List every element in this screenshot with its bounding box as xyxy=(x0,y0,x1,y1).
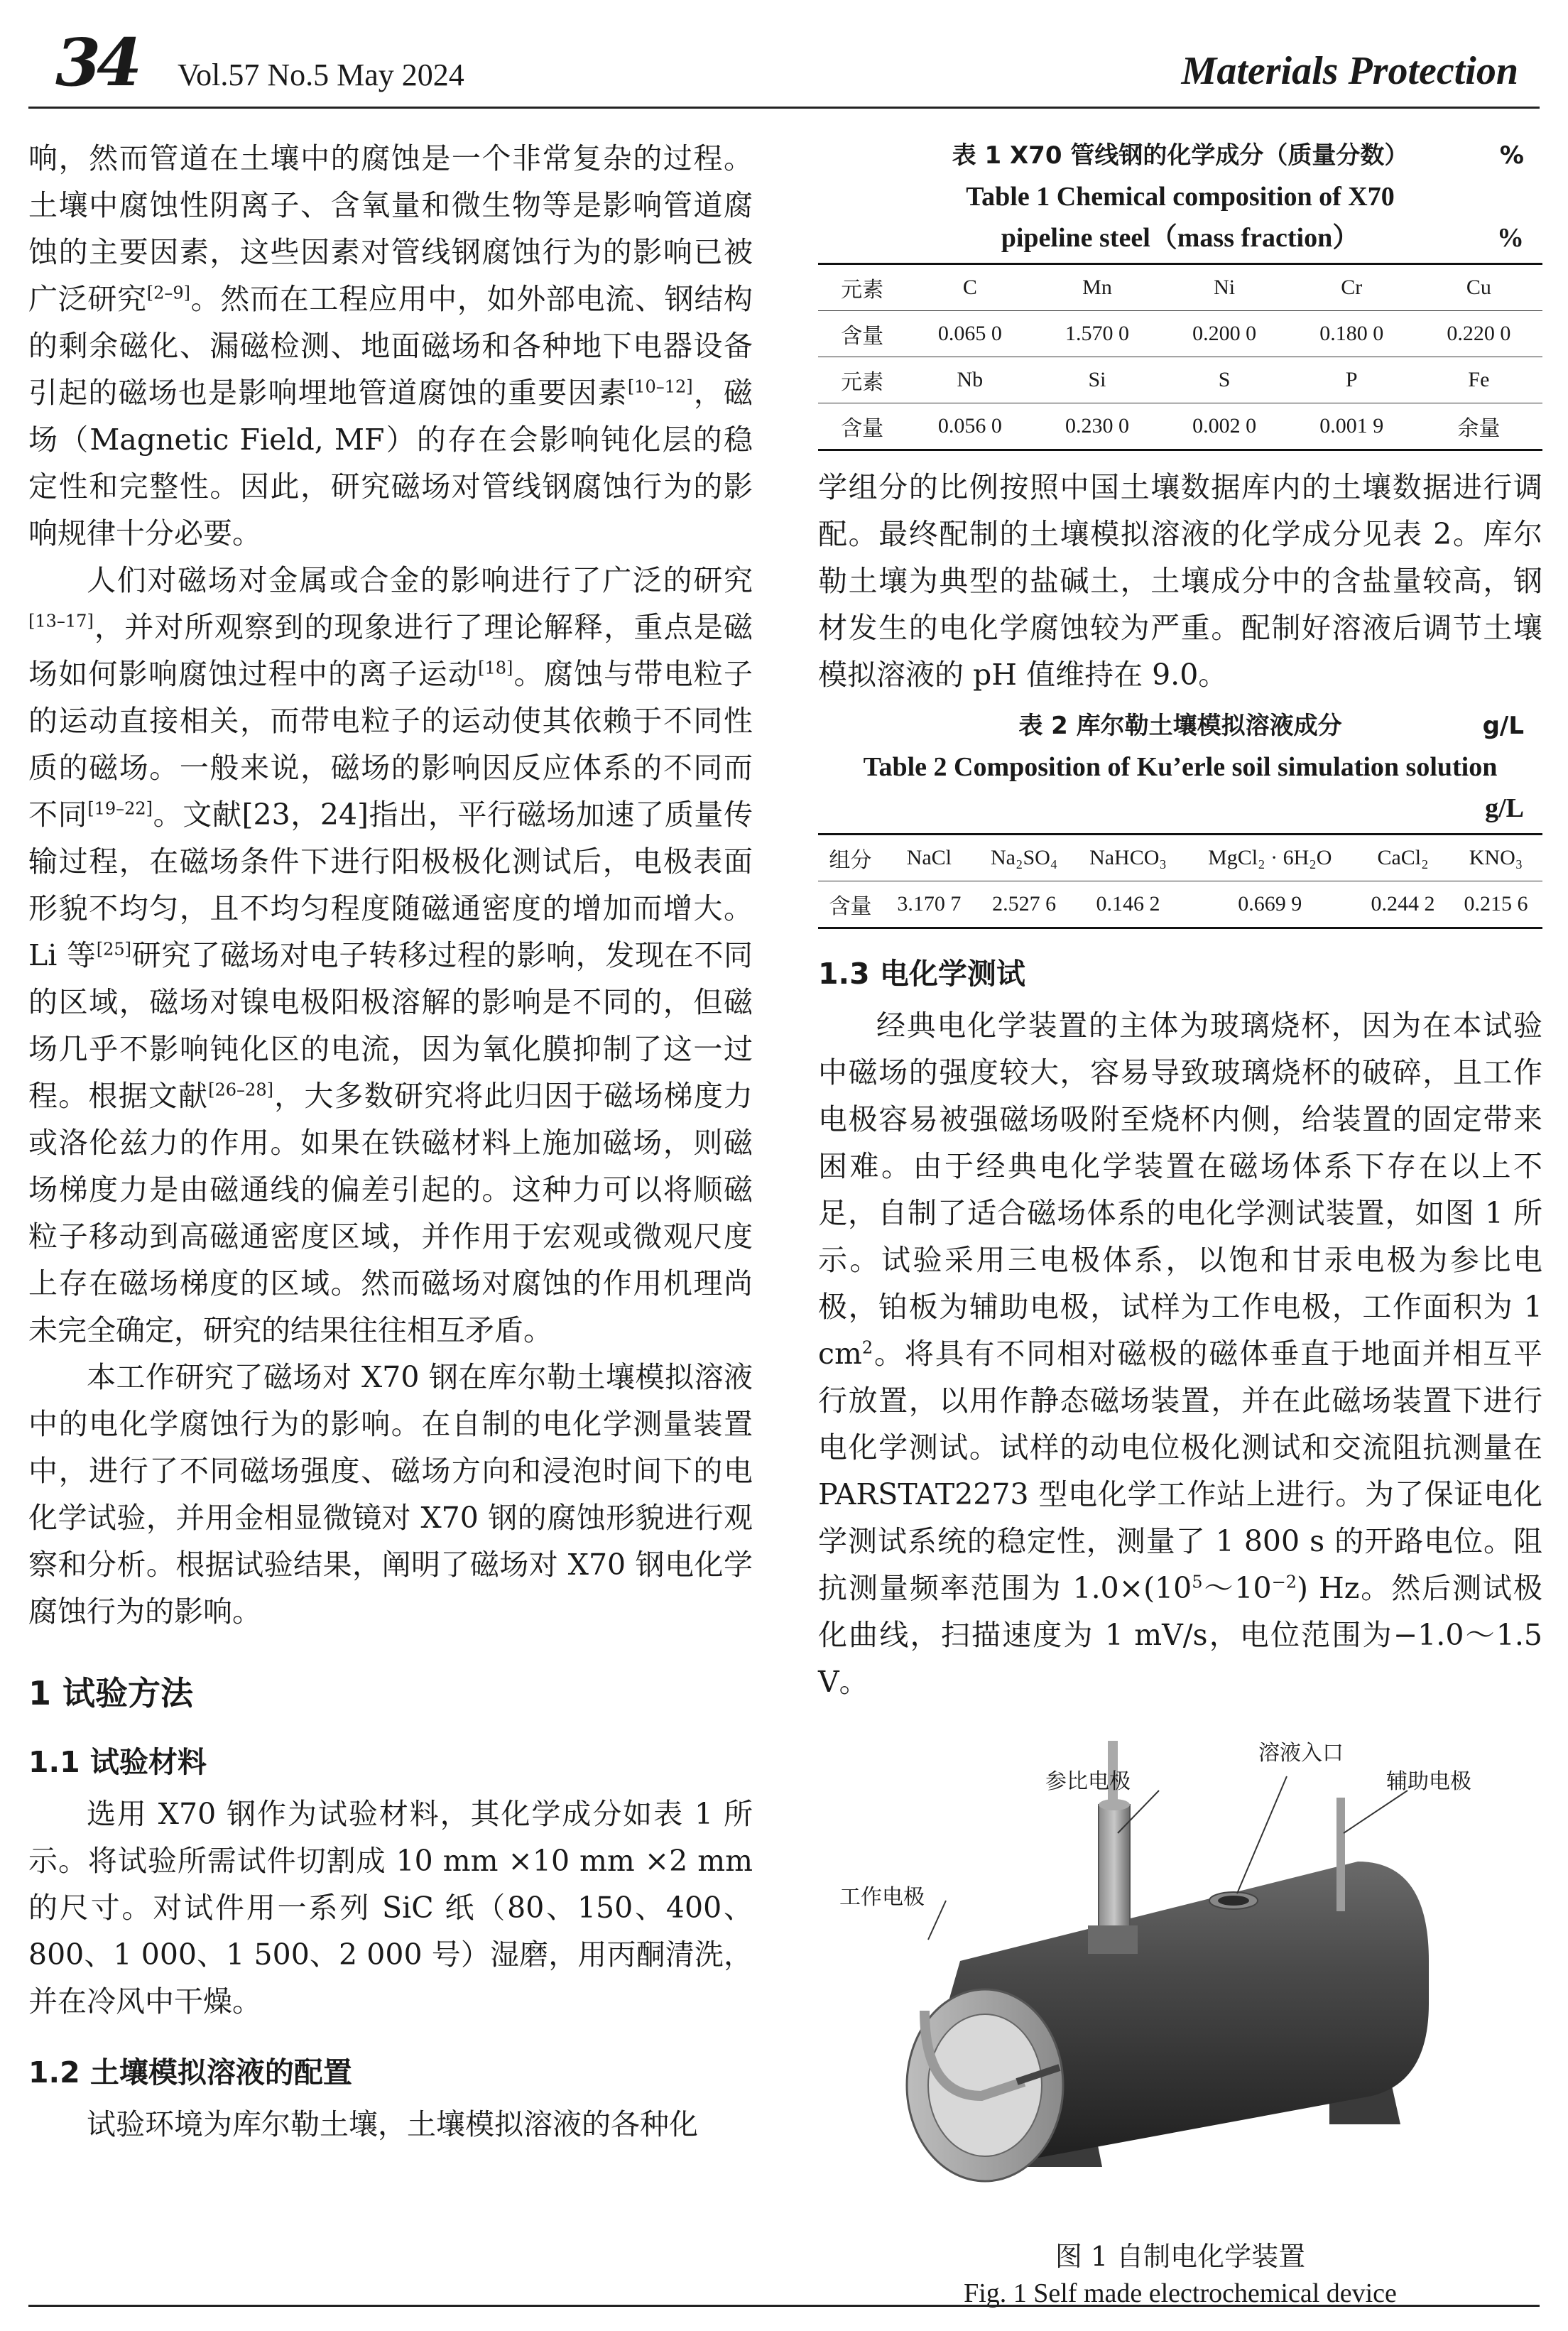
table-cell: Fe xyxy=(1415,357,1542,403)
paragraph-solution: 试验环境为库尔勒土壤，土壤模拟溶液的各种化 xyxy=(87,2107,698,2141)
citation: [10–12] xyxy=(627,376,693,397)
table-cell: NaHCO₃ xyxy=(1072,835,1183,881)
figure-1-caption-en: Fig. 1 Self made electrochemical device xyxy=(964,2278,1397,2308)
table-2-unit: g/L xyxy=(1485,793,1524,823)
figure-1 xyxy=(818,1727,1542,2238)
table-cell: Ni xyxy=(1161,264,1288,311)
table-cell: 0.002 0 xyxy=(1161,403,1288,450)
subsection-heading: 1.3 电化学测试 xyxy=(818,957,1025,991)
table-cell: P xyxy=(1288,357,1415,403)
label-working-electrode: 工作电极 xyxy=(839,1885,925,1910)
table-cell: Na₂SO₄ xyxy=(976,835,1073,881)
table-cell: 余量 xyxy=(1415,403,1542,450)
table-1 xyxy=(818,135,1542,451)
table-cell: Si xyxy=(1033,357,1160,403)
subsection-heading: 1.2 土壤模拟溶液的配置 xyxy=(28,2055,352,2090)
table-2-grid xyxy=(818,833,1542,929)
table-cell: 0.065 0 xyxy=(906,311,1033,357)
citation: [18] xyxy=(478,658,513,678)
table-cell: S xyxy=(1161,357,1288,403)
table-cell: Nb xyxy=(906,357,1033,403)
right-column xyxy=(818,135,1542,2312)
label-solution-inlet: 溶液入口 xyxy=(1258,1741,1344,1766)
table-2 xyxy=(818,705,1542,929)
table-cell: 2.527 6 xyxy=(976,881,1073,928)
table-cell: Mn xyxy=(1033,264,1160,311)
table-cell: 含量 xyxy=(818,881,883,928)
table-cell: Cr xyxy=(1288,264,1415,311)
reference-electrode xyxy=(1099,1805,1130,1933)
paragraph-objective: 本工作研究了磁场对 X70 钢在库尔勒土壤模拟溶液中的电化学腐蚀行为的影响。在自制的电化学测量装置中，进行了不同磁场强度、磁场方向和浸泡时间下的电化学试验，并用金相显微镜对 X70 钢的腐蚀形貌进行观察和分析。根据试验结果，阐明了磁场对 X70 钢电化学腐蚀行为的影响。 xyxy=(28,1360,753,1629)
section-heading: 1 试验方法 xyxy=(28,1674,194,1712)
paragraph-solution-continued: 学组分的比例按照中国土壤数据库内的土壤数据进行调配。最终配制的土壤模拟溶液的化学成分见表 2。库尔勒土壤为典型的盐碱土，土壤成分中的含盐量较高，钢材发生的电化学腐蚀较为严重。配制好溶液后调节土壤模拟溶液的 pH 值维持在 9.0。 xyxy=(818,470,1542,692)
journal-name: Materials Protection xyxy=(1181,49,1518,93)
table-1-caption-en-2: pipeline steel（mass fraction） % xyxy=(1001,223,1524,253)
paragraph-intro-continued: 响，然而管道在土壤中的腐蚀是一个非常复杂的过程。土壤中腐蚀性阴离子、含氧量和微生物等是影响管道腐蚀的主要因素，这些因素对管线钢腐蚀行为的影响已被广泛研究[2–9]。然而在工程应用中，如外部电流、钢结构的剩余磁化、漏磁检测、地面磁场和各种地下电器设备引起的磁场也是影响埋地管道腐蚀的重要因素[10–12]，磁场（Magnetic Field, MF）的存在会影响钝化层的稳定性和完整性。因此，研究磁场对管线钢腐蚀行为的影响规律十分必要。 xyxy=(28,141,753,550)
table-cell: 含量 xyxy=(818,403,906,450)
table-cell: Cu xyxy=(1415,264,1542,311)
volume-info: Vol.57 No.5 May 2024 xyxy=(178,58,464,92)
table-cell: 1.570 0 xyxy=(1033,311,1160,357)
table-cell: 0.001 9 xyxy=(1288,403,1415,450)
table-1-grid xyxy=(818,263,1542,451)
table-cell: 0.180 0 xyxy=(1288,311,1415,357)
page-header xyxy=(0,0,1568,107)
table-cell: 0.215 6 xyxy=(1449,881,1542,928)
table-cell: 0.056 0 xyxy=(906,403,1033,450)
table-2-caption-cn: 表 2 库尔勒土壤模拟溶液成分 g/L xyxy=(1018,712,1524,740)
table-cell: 0.146 2 xyxy=(1072,881,1183,928)
table-cell: C xyxy=(906,264,1033,311)
table-2-caption-en: Table 2 Composition of Ku’erle soil simulation solution xyxy=(863,752,1498,782)
table-cell: 0.220 0 xyxy=(1415,311,1542,357)
citation: [13–17] xyxy=(28,611,94,631)
citation: [25] xyxy=(96,939,131,960)
table-cell: KNO₃ xyxy=(1449,835,1542,881)
table-cell: 组分 xyxy=(818,835,883,881)
page-number: 34 xyxy=(55,24,138,101)
table-cell: 0.200 0 xyxy=(1161,311,1288,357)
paragraph-literature: 人们对磁场对金属或合金的影响进行了广泛的研究[13–17]，并对所观察到的现象进行了理论解释，重点是磁场如何影响腐蚀过程中的离子运动[18]。腐蚀与带电粒子的运动直接相关，而带电粒子的运动使其依赖于不同性质的磁场。一般来说，磁场的影响因反应体系的不同而不同[19–22]。文献[23，24]指出，平行磁场加速了质量传输过程，在磁场条件下进行阳极极化测试后，电极表面形貌不均匀，且不均匀程度随磁通密度的增加而增大。Li 等[25]研究了磁场对电子转移过程的影响，发现在不同的区域，磁场对镍电极阳极溶解的影响是不同的，但磁场几乎不影响钝化区的电流，因为氧化膜抑制了这一过程。根据文献[26–28]，大多数研究将此归因于磁场梯度力或洛伦兹力的作用。如果在铁磁材料上施加磁场，则磁场梯度力是由磁通线的偏差引起的。这种力可以将顺磁粒子移动到高磁通密度区域，并作用于宏观或微观尺度上存在磁场梯度的区域。然而磁场对腐蚀的作用机理尚未完全确定，研究的结果往往相互矛盾。 xyxy=(28,563,753,1347)
paragraph-electrochemical-test: 经典电化学装置的主体为玻璃烧杯，因为在本试验中磁场的强度较大，容易导致玻璃烧杯的破碎，且工作电极容易被强磁场吸附至烧杯内侧，给装置的固定带来困难。由于经典电化学装置在磁场体系下存在以上不足，自制了适合磁场体系的电化学测试装置，如图 1 所示。试验采用三电极体系，以饱和甘汞电极为参比电极，铂板为辅助电极，试样为工作电极，工作面积为 1 $cm^2$。将具有不同相对磁极的磁体垂直于地面并相互平行放置，以用作静态磁场装置，并在此磁场装置下进行电化学测试。试样的动电位极化测试和交流阻抗测量在 PARSTAT2273 型电化学工作站上进行。为了保证电化学测试系统的稳定性，测量了 1 800 s 的开路电位。阻抗测量频率范围为 $1.0\times(10^5\sim 10^{-2})$ Hz。然后测试极化曲线，扫描速度为 1 mV/s，电位范围为−1.0～1.5 V。 xyxy=(818,1009,1542,1699)
citation: [19–22] xyxy=(87,798,153,819)
subsection-heading: 1.1 试验材料 xyxy=(28,1745,207,1779)
header-rule xyxy=(28,107,1540,109)
table-cell: MgCl₂ · 6H₂O xyxy=(1183,835,1356,881)
table-cell: NaCl xyxy=(883,835,976,881)
table-cell: 含量 xyxy=(818,311,906,357)
table-cell: 0.244 2 xyxy=(1356,881,1449,928)
table-unit: % xyxy=(1499,141,1524,170)
table-cell: 元素 xyxy=(818,264,906,311)
electrochemical-device-illustration xyxy=(818,1727,1542,2238)
table-cell: CaCl₂ xyxy=(1356,835,1449,881)
table-cell: 0.230 0 xyxy=(1033,403,1160,450)
paragraph-materials: 选用 X70 钢作为试验材料，其化学成分如表 1 所示。将试验所需试件切割成 10 mm ×10 mm ×2 mm 的尺寸。对试件用一系列 SiC 纸（80、150、400、800、1 000、1 500、2 000 号）湿磨，用丙酮清洗，并在冷风中干燥。 xyxy=(28,1797,753,2018)
table-cell: 元素 xyxy=(818,357,906,403)
left-column xyxy=(28,135,753,2148)
table-cell: 3.170 7 xyxy=(883,881,976,928)
table-cell: 0.669 9 xyxy=(1183,881,1356,928)
label-auxiliary-electrode: 辅助电极 xyxy=(1386,1769,1471,1794)
footer-rule xyxy=(28,2305,1540,2307)
auxiliary-electrode xyxy=(1336,1798,1345,1911)
table-1-caption-cn: 表 1 X70 管线钢的化学成分（质量分数） % xyxy=(818,135,1542,176)
figure-1-caption-cn: 图 1 自制电化学装置 xyxy=(1055,2241,1306,2272)
citation: [2–9] xyxy=(146,283,191,303)
label-reference-electrode: 参比电极 xyxy=(1045,1769,1131,1794)
citation: [26–28] xyxy=(208,1080,273,1100)
table-1-caption-en: Table 1 Chemical composition of X70 xyxy=(966,182,1395,212)
